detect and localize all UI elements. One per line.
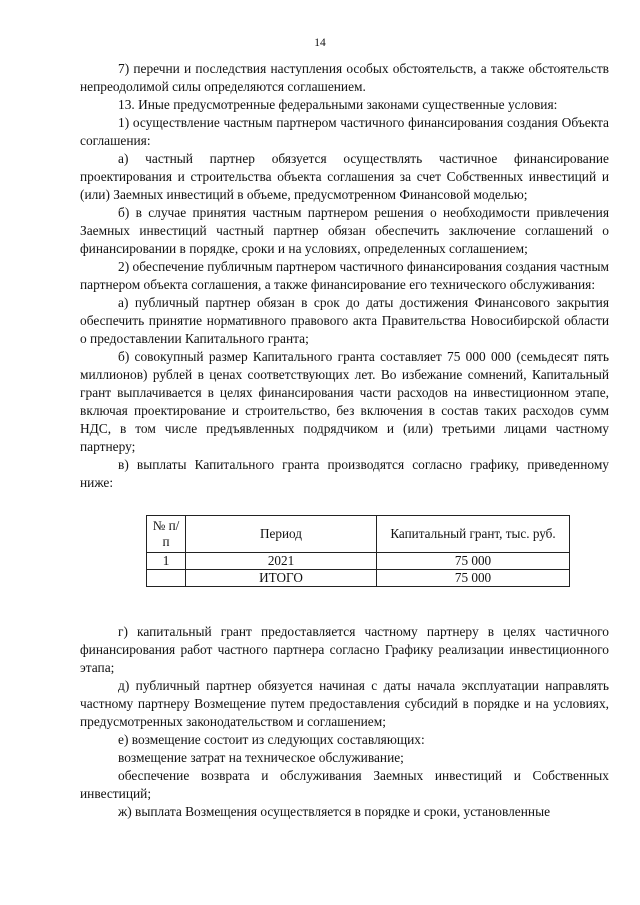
paragraph: а) публичный партнер обязан в срок до даты достижения Финансового закрытия обеспечить принятие нормативного правового акта Правительства Новосибирской области о предоставлении Капитального гранта; (80, 295, 609, 346)
paragraph: г) капитальный грант предоставляется частному партнеру в целях частичного финансирования работ частного партнера согласно Графику реализации инвестиционного этапа; (80, 624, 609, 675)
paragraph: обеспечение возврата и обслуживания Заемных инвестиций и Собственных инвестиций; (80, 768, 609, 801)
page-number: 14 (314, 37, 326, 49)
header-cell-number: № п/п (147, 516, 186, 553)
paragraph: а) частный партнер обязуется осуществлять частичное финансирование проектирования и строительства объекта соглашения за счет Собственных инвестиций и (или) Заемных инвестиций в объеме, предусмотренном Финансовой моделью; (80, 151, 609, 202)
paragraph: ж) выплата Возмещения осуществляется в порядке и сроки, установленные (118, 804, 551, 819)
paragraph: е) возмещение состоит из следующих составляющих: (118, 732, 425, 747)
paragraph: в) выплаты Капитального гранта производятся согласно графику, приведенному ниже: (80, 457, 609, 490)
table-cell: ИТОГО (186, 570, 377, 587)
table-row-total (147, 570, 570, 587)
table-cell (147, 570, 186, 587)
header-cell-period: Период (186, 516, 377, 553)
table-row (147, 553, 570, 570)
table-cell: 75 000 (377, 570, 570, 587)
paragraph: б) в случае принятия частным партнером решения о необходимости привлечения Заемных инвестиций частный партнер обязан обеспечить заключение соглашений о финансировании в порядке, сроки и на условиях, определенных соглашением; (80, 205, 609, 256)
table-cell: 2021 (186, 553, 377, 570)
paragraph: возмещение затрат на техническое обслуживание; (118, 750, 404, 765)
header-cell-grant: Капитальный грант, тыс. руб. (377, 516, 570, 553)
table-cell: 75 000 (377, 553, 570, 570)
grant-schedule-table (146, 515, 570, 587)
paragraph: 2) обеспечение публичным партнером частичного финансирования создания частным партнером объекта соглашения, а также финансирование его технического обслуживания: (80, 259, 609, 292)
table-header-row (147, 516, 570, 553)
table-cell: 1 (147, 553, 186, 570)
document-body (80, 60, 609, 821)
paragraph: д) публичный партнер обязуется начиная с даты начала эксплуатации направлять частному партнеру Возмещение путем предоставления субсидий в порядке и на условиях, предусмотренных законодательством и соглашением; (80, 678, 609, 729)
paragraph: 7) перечни и последствия наступления особых обстоятельств, а также обстоятельств непреодолимой силы определяются соглашением. (80, 61, 609, 94)
paragraph: б) совокупный размер Капитального гранта составляет 75 000 000 (семьдесят пять миллионов) рублей в ценах соответствующих лет. Во избежание сомнений, Капитальный грант выплачивается в целях финансирования части расходов на инвестиционном этапе, включая проектирование и строительство, без включения в состав таких расходов сумм НДС, в том числе предъявленных подрядчиком и (или) третьими лицами частному партнеру; (80, 349, 609, 454)
paragraph: 13. Иные предусмотренные федеральными законами существенные условия: (118, 97, 558, 112)
paragraph: 1) осуществление частным партнером частичного финансирования создания Объекта соглашения: (80, 115, 609, 148)
